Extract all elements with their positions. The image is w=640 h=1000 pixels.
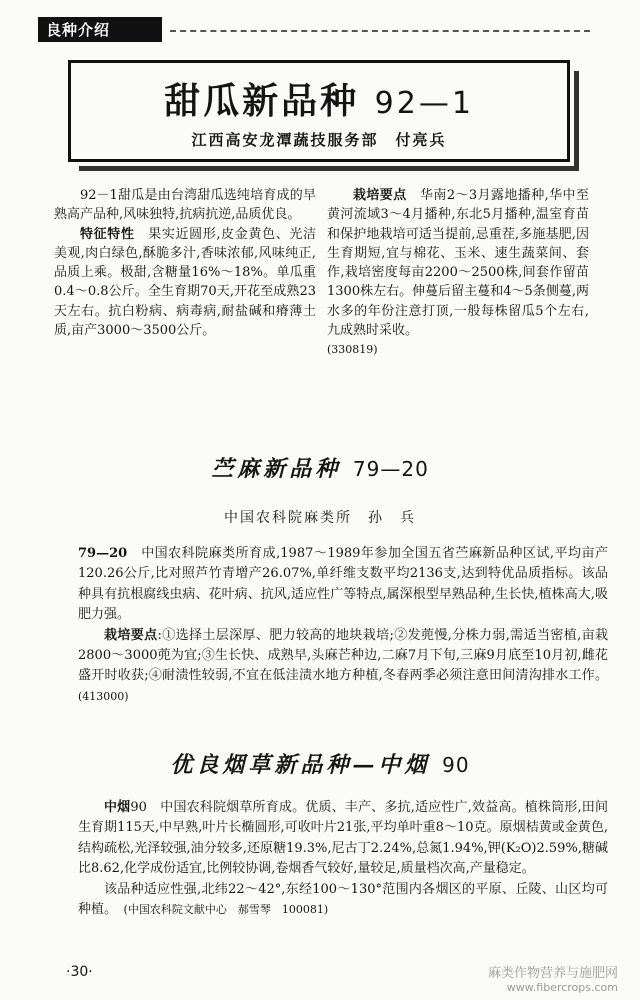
article1-cultivation: [327, 186, 589, 340]
article1-traits-text: 果实近圆形,皮金黄色、光洁美观,肉白绿色,酥脆多汁,香味浓郁,风味纯正,品质上乘。极甜,含糖量16%～18%。单瓜重0.4～0.8公斤。全生育期70天,开花至成熟23天左右。抗白粉病、病毒病,耐盐碱和瘠薄土质,亩产3000～3500公斤。: [54, 226, 316, 339]
article1-title-text: 甜瓜新品种: [164, 80, 360, 122]
article2-author: 中国农科院麻类所 孙 兵: [224, 510, 416, 526]
article3-para2-text: 该品种适应性强,北纬22～42°,东经100～130°范围内各烟区的平原、丘陵、山区均可种植。: [78, 881, 608, 918]
article1-intro: 92－1甜瓜是由台湾甜瓜选纯培育成的早熟高产品种,风味独特,抗病抗逆,品质优良。: [54, 188, 316, 223]
article3-title: [0, 748, 640, 779]
article3-title-text: 优良烟草新品种—中烟: [170, 752, 431, 778]
article1-left-column: [54, 186, 316, 340]
article2-title-text: 苎麻新品种: [211, 456, 342, 482]
article2-para1-text: 中国农科院麻类所育成,1987～1989年参加全国五省苎麻新品种区试,平均亩产120.26公斤,比对照芦竹青增产26.07%,单纤维支数平均2136支,达到特优品质指标。该品种具有抗根腐线虫病、花叶病、抗风,适应性广等特点,属深根型早熟品种,生长快,植株高大,吸肥力强。: [78, 546, 608, 623]
article3-title-code: 90: [442, 753, 470, 777]
watermark: [488, 962, 618, 994]
article1-title-code: 92—1: [374, 86, 474, 121]
article2-para2-label: 栽培要点: [104, 627, 158, 643]
watermark-line2: www.fibercrops.com: [506, 981, 618, 994]
article1-traits-label: 特征特性: [80, 226, 135, 242]
article2-title: [0, 452, 640, 483]
article3-para1-text: 90 中国农科院烟草所育成。优质、丰产、多抗,适应性广,效益高。植株筒形,田间生育期115天,中早熟,叶片长椭圆形,可收叶片21张,平均单叶重8～10克。原烟桔黄或金黄色,结构疏松,光泽较强,油分较多,还原糖19.3%,尼古丁2.24%,总氮1.94%,钾(K₂O)2.59%,糖碱比8.62,化学成份适宜,比例较协调,卷烟香气较好,量较足,质量档次高,产量稳定。: [78, 800, 608, 877]
article2-para1: [78, 544, 608, 626]
page-number: ·30·: [66, 964, 93, 980]
article2-para2: [78, 626, 608, 708]
article3-para2: [78, 880, 608, 921]
article1-ref: (330819): [327, 343, 378, 357]
article2-body: [78, 544, 608, 707]
article3-ref: (中国农科院文献中心 郝雪琴 100081): [123, 903, 329, 917]
article2-title-code: 79—20: [352, 457, 429, 481]
article1-author: 江西高安龙潭蔬技服务部 付亮兵: [191, 131, 447, 149]
article3-para1-label: 中烟: [104, 800, 131, 815]
article3-body: [78, 798, 608, 920]
article2-ref: (413000): [78, 689, 129, 703]
article1-points-label: 栽培要点: [353, 188, 407, 203]
article1-points-text: 华南2～3月露地播种,华中至黄河流域3～4月播种,东北5月播种,温室育苗和保护地栽培可适当提前,忌重茬,多施基肥,因生育期短,宜与棉花、玉米、速生蔬菜间、套作,栽培密度每亩2200～2500株,间套作留苗1300株左右。伸蔓后留主蔓和4～5条侧蔓,两水多的年份注意打顶,一般每株留瓜5个左右,九成熟时采收。: [327, 188, 589, 339]
header-rule: [170, 30, 590, 32]
watermark-line1: 麻类作物营养与施肥网: [487, 966, 618, 981]
article1-title: [71, 73, 567, 124]
article2-para2-text: :①选择土层深厚、肥力较高的地块栽培;②发蔸慢,分株力弱,需适当密植,亩栽2800～3000蔸为宜;③生长快、成熟早,头麻芒种边,二麻7月下旬,三麻9月底至10月初,雌花盛开时收获;④耐渍性较弱,不宜在低洼渍水地方种植,冬春两季必须注意田间清沟排水工作。: [78, 627, 608, 684]
article1-right-column: [327, 186, 589, 360]
column-tag: [38, 17, 162, 42]
article1-title-box: [68, 60, 570, 162]
column-tag-text: 良种介绍: [46, 21, 111, 39]
article3-para1: [78, 798, 608, 880]
article2-para1-label: 79—20: [78, 546, 128, 561]
article1-traits: [54, 225, 316, 341]
